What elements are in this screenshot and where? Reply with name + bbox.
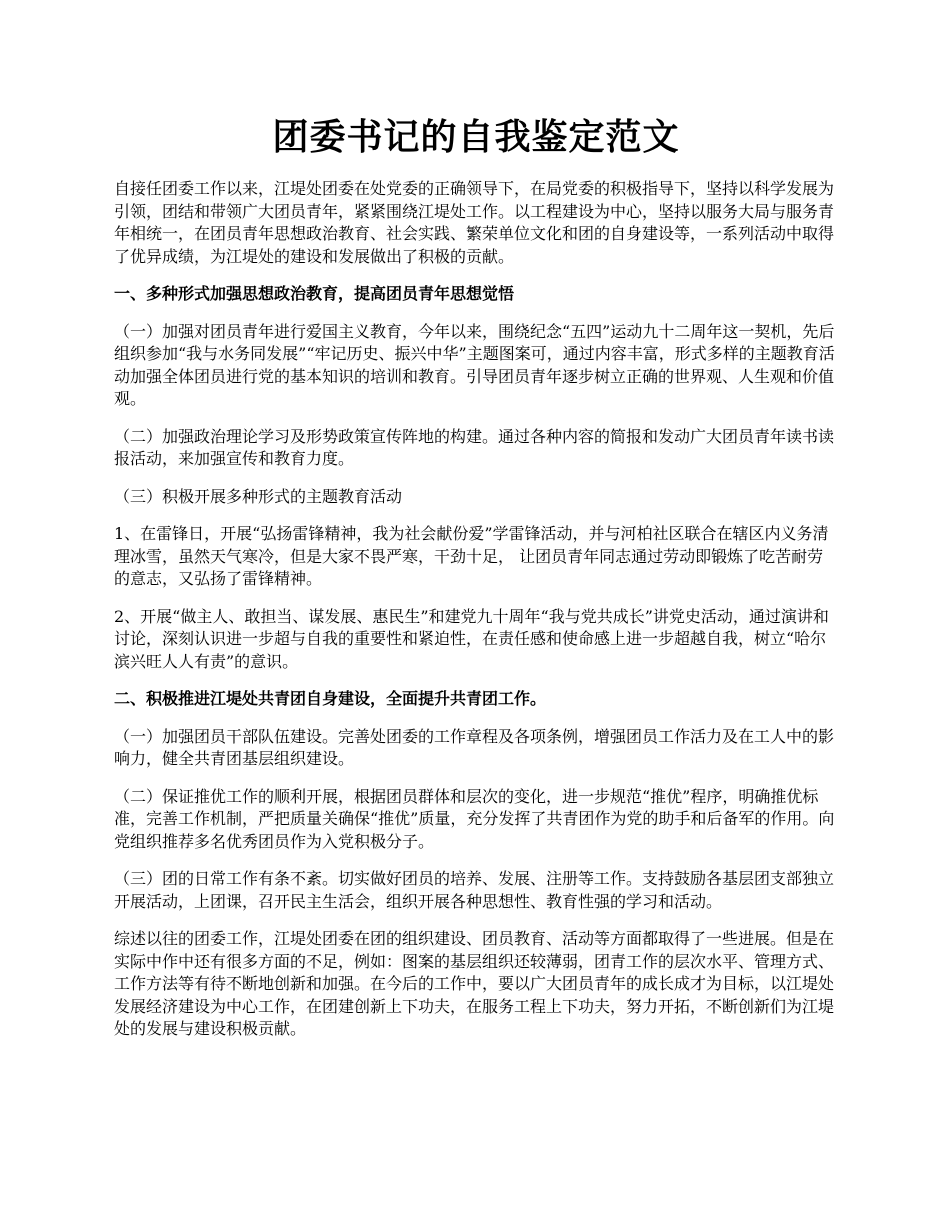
section-1-paragraph-4: 1、在雷锋日，开展“弘扬雷锋精神，我为社会献份爱”学雷锋活动，并与河柏社区联合在辖区内义务清理冰雪，虽然天气寒冷，但是大家不畏严寒，干劲十足， 让团员青年同志通过劳动即锻炼了吃苦耐劳的意志，又弘扬了雷锋精神。 bbox=[114, 524, 829, 588]
section-1-paragraph-2: （二）加强政治理论学习及形势政策宣传阵地的构建。通过各种内容的简报和发动广大团员青年读书读报活动，来加强宣传和教育力度。 bbox=[114, 426, 835, 468]
section-2-paragraph-3: （三）团的日常工作有条不紊。切实做好团员的培养、发展、注册等工作。支持鼓励各基层团支部独立开展活动，上团课，召开民主生活会，组织开展各种思想性、教育性强的学习和活动。 bbox=[114, 869, 835, 911]
conclusion-paragraph: 综述以往的团委工作，江堤处团委在团的组织建设、团员教育、活动等方面都取得了一些进展。但是在实际中作中还有很多方面的不足，例如：图案的基层组织还较薄弱，团青工作的层次水平、管理方式、工作方法等有待不断地创新和加强。在今后的工作中，要以广大团员青年的成长成才为目标，以江堤处发展经济建设为中心工作，在团建创新上下功夫，在服务工程上下功夫，努力开拓，不断创新们为江堤处的发展与建设积极贡献。 bbox=[114, 929, 835, 1038]
intro-paragraph: 自接任团委工作以来，江堤处团委在处党委的正确领导下，在局党委的积极指导下，坚持以科学发展为引领，团结和带领广大团员青年，紧紧围绕江堤处工作。以工程建设为中心，坚持以服务大局与服务青年相统一，在团员青年思想政治教育、社会实践、繁荣单位文化和团的自身建设等，一系列活动中取得了优异成绩，为江堤处的建设和发展做出了积极的贡献。 bbox=[114, 179, 835, 266]
section-2-heading: 二、积极推进江堤处共青团自身建设，全面提升共青团工作。 bbox=[114, 689, 547, 708]
section-1-paragraph-3: （三）积极开展多种形式的主题教育活动 bbox=[114, 486, 403, 506]
section-1-paragraph-1: （一）加强对团员青年进行爱国主义教育，今年以来，围绕纪念“五四”运动九十二周年这一契机，先后组织参加“我与水务同发展”“牢记历史、振兴中华”主题图案可，通过内容丰富，形式多样的主题教育活动加强全体团员进行党的基本知识的培训和教育。引导团员青年逐步树立正确的世界观、人生观和价值观。 bbox=[114, 321, 835, 408]
section-2-paragraph-2: （二）保证推优工作的顺利开展，根据团员群体和层次的变化，进一步规范“推优”程序，明确推优标准，完善工作机制，严把质量关确保“推优”质量，充分发挥了共青团作为党的助手和后备军的作用。向党组织推荐多名优秀团员作为入党积极分子。 bbox=[114, 786, 835, 851]
section-1-paragraph-5: 2、开展“做主人、敢担当、谋发展、惠民生”和建党九十周年“我与党共成长”讲党史活动，通过演讲和讨论，深刻认识进一步超与自我的重要性和紧迫性，在责任感和使命感上进一步超越自我，树立“哈尔滨兴旺人人有责”的意识。 bbox=[114, 606, 829, 671]
document-page bbox=[114, 110, 838, 1056]
document-title: 团委书记的自我鉴定范文 bbox=[272, 116, 680, 158]
section-2-paragraph-1: （一）加强团员干部队伍建设。完善处团委的工作章程及各项条例，增强团员工作活力及在工人中的影响力，健全共青团基层组织建设。 bbox=[114, 726, 835, 768]
section-1-heading: 一、多种形式加强思想政治教育，提高团员青年思想觉悟 bbox=[114, 284, 515, 303]
